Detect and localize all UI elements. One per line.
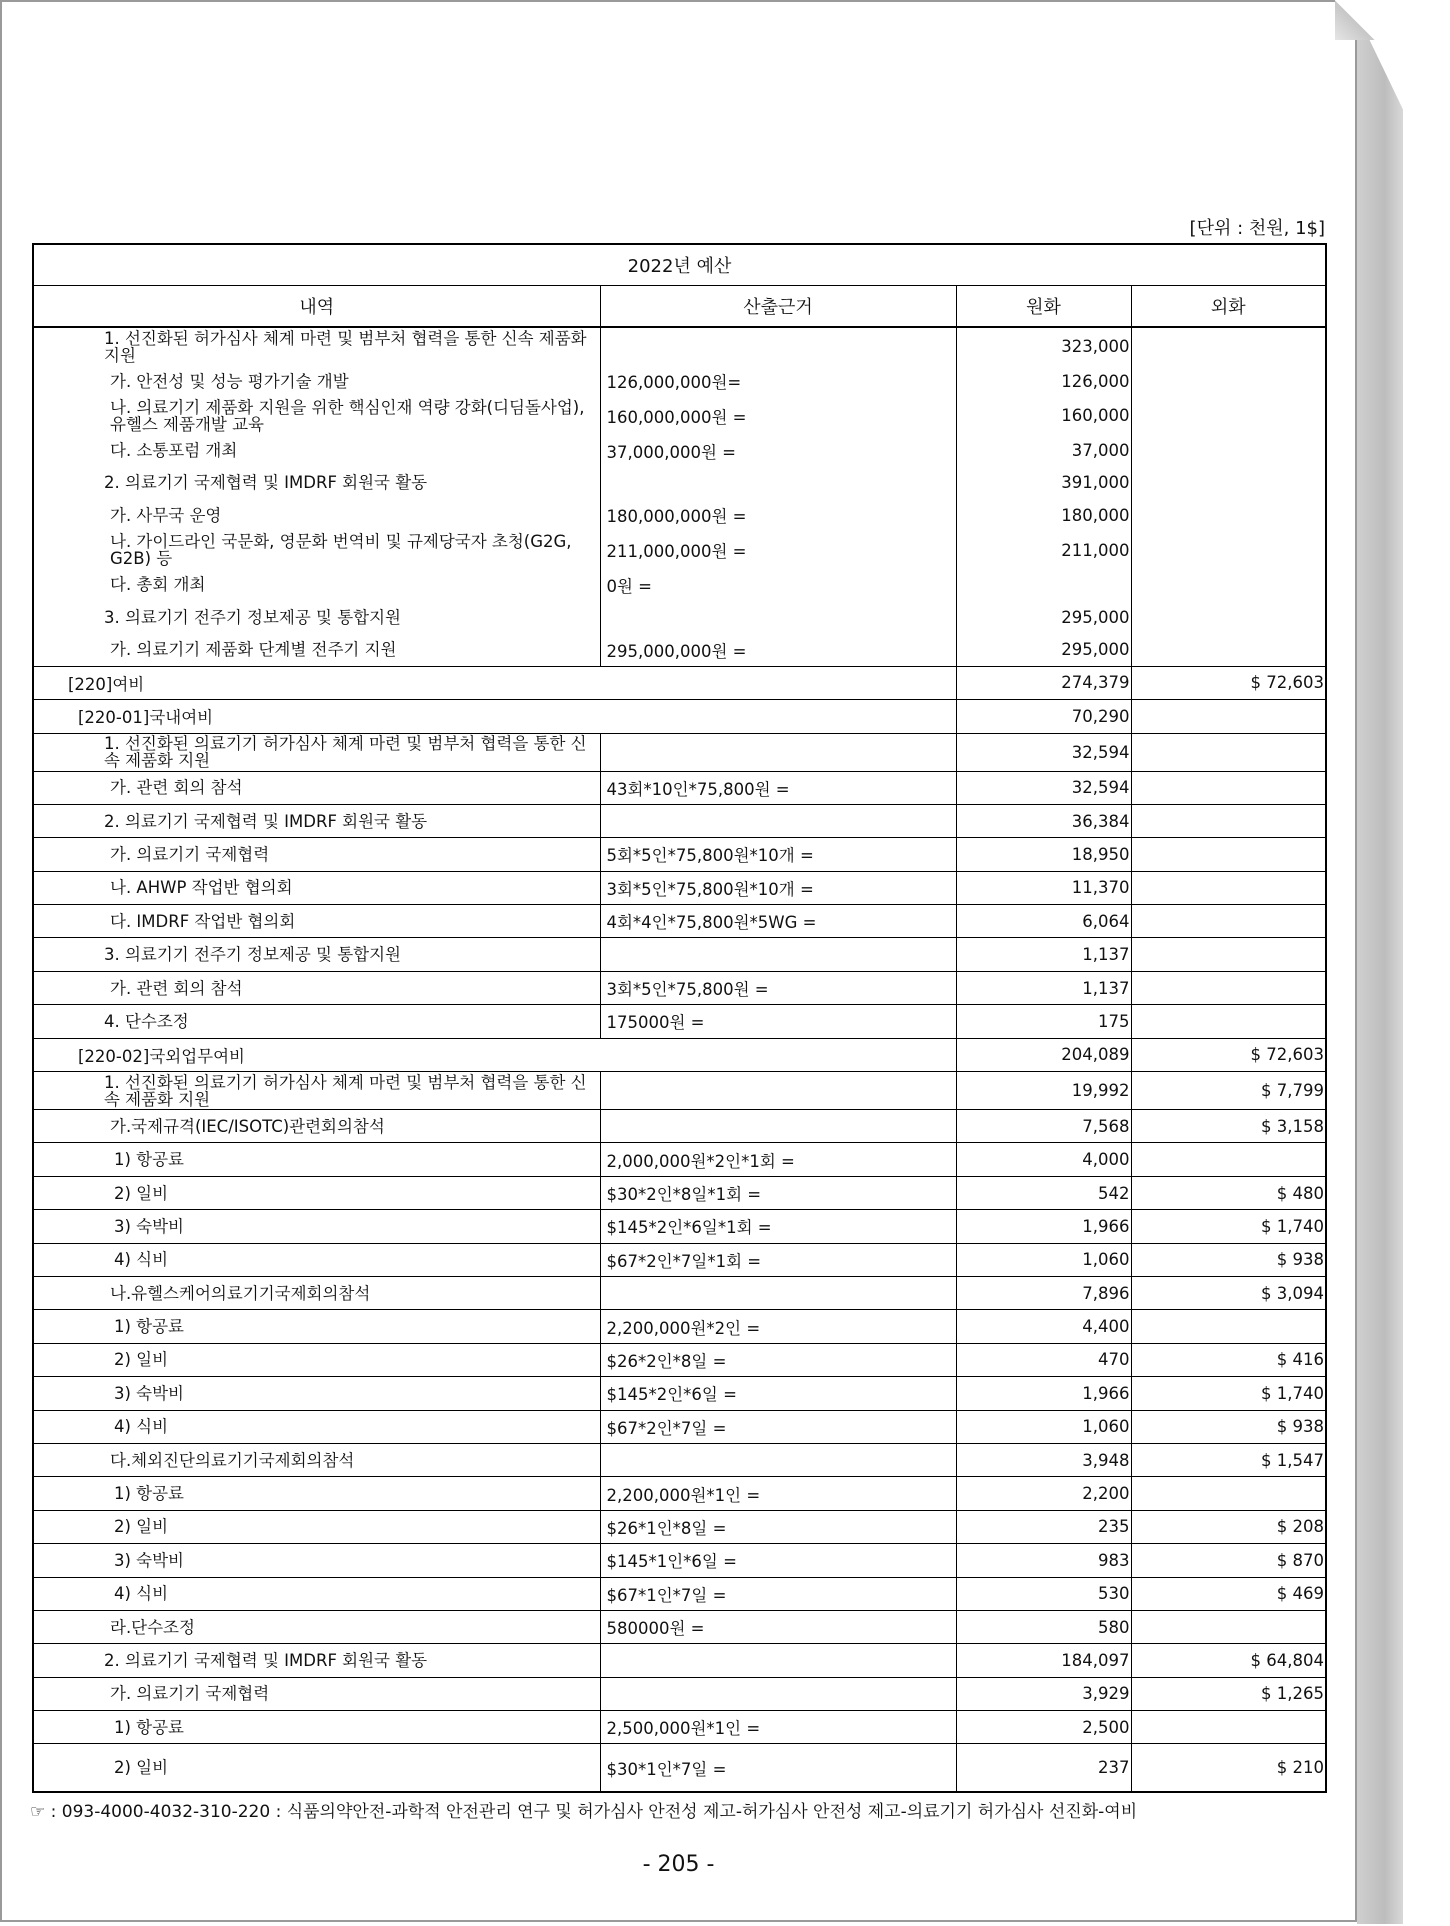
table-row [33, 327, 1326, 365]
row-foreign: $ 469 [1131, 1577, 1326, 1610]
row-basis: $67*2인*7일*1회 = [600, 1243, 956, 1276]
row-basis: 3회*5인*75,800원*10개 = [600, 871, 956, 904]
row-basis [600, 1072, 956, 1110]
header-basis: 산출근거 [600, 286, 956, 328]
row-basis: $145*1인*6일 = [600, 1544, 956, 1577]
row-description: 4) 식비 [33, 1243, 600, 1276]
row-krw [956, 569, 1131, 601]
row-foreign [1131, 601, 1326, 633]
table-row [33, 1610, 1326, 1643]
row-description: 2) 일비 [33, 1744, 600, 1793]
table-row [33, 1276, 1326, 1309]
row-basis: $26*2인*8일 = [600, 1343, 956, 1376]
row-basis: 2,500,000원*1인 = [600, 1711, 956, 1744]
row-basis [600, 1443, 956, 1476]
budget-table-body [33, 327, 1326, 1792]
row-description: 4) 식비 [33, 1410, 600, 1443]
table-row [33, 499, 1326, 531]
row-foreign [1131, 1143, 1326, 1176]
row-basis: 3회*5인*75,800원 = [600, 971, 956, 1004]
row-foreign [1131, 633, 1326, 666]
row-basis [600, 467, 956, 499]
row-foreign: $ 7,799 [1131, 1072, 1326, 1110]
row-krw: 180,000 [956, 499, 1131, 531]
row-description: 3) 숙박비 [33, 1544, 600, 1577]
row-description: 가. 의료기기 국제협력 [33, 1677, 600, 1710]
row-description: 라.단수조정 [33, 1610, 600, 1643]
row-description: 1) 항공료 [33, 1143, 600, 1176]
table-row [33, 397, 1326, 434]
row-basis: 160,000,000원 = [600, 397, 956, 434]
row-krw: 211,000 [956, 532, 1131, 569]
row-description: 가. 의료기기 국제협력 [33, 838, 600, 871]
row-krw: 4,400 [956, 1310, 1131, 1343]
row-krw: 1,966 [956, 1210, 1131, 1243]
table-row [33, 1310, 1326, 1343]
table-row [33, 365, 1326, 397]
row-description: 다.체외진단의료기기국제회의참석 [33, 1443, 600, 1476]
row-description: 2. 의료기기 국제협력 및 IMDRF 회원국 활동 [33, 804, 600, 837]
row-krw: 18,950 [956, 838, 1131, 871]
row-krw: 237 [956, 1744, 1131, 1793]
row-foreign: $ 3,094 [1131, 1276, 1326, 1309]
unit-label: [단위 : 천원, 1$] [1189, 218, 1325, 239]
row-description: 1) 항공료 [33, 1477, 600, 1510]
row-basis: 126,000,000원= [600, 365, 956, 397]
table-section-row [33, 700, 1326, 733]
row-krw: 295,000 [956, 601, 1131, 633]
row-foreign: $ 210 [1131, 1744, 1326, 1793]
row-krw: 7,568 [956, 1110, 1131, 1143]
row-foreign: $ 1,740 [1131, 1377, 1326, 1410]
table-row [33, 601, 1326, 633]
row-krw: 19,992 [956, 1072, 1131, 1110]
row-basis: 5회*5인*75,800원*10개 = [600, 838, 956, 871]
row-foreign [1131, 1477, 1326, 1510]
row-basis: 295,000,000원 = [600, 633, 956, 666]
table-row [33, 938, 1326, 971]
row-foreign [1131, 1711, 1326, 1744]
row-foreign [1131, 434, 1326, 466]
table-row [33, 1711, 1326, 1744]
row-krw: 542 [956, 1176, 1131, 1209]
table-row [33, 1210, 1326, 1243]
header-description: 내역 [33, 286, 600, 328]
row-basis [600, 938, 956, 971]
page-edge-shadow [1357, 14, 1403, 1924]
row-foreign [1131, 1005, 1326, 1038]
row-foreign [1131, 938, 1326, 971]
row-krw: 274,379 [956, 666, 1131, 699]
row-description: 3. 의료기기 전주기 정보제공 및 통합지원 [33, 601, 600, 633]
row-foreign [1131, 365, 1326, 397]
row-basis [600, 1677, 956, 1710]
table-row [33, 1110, 1326, 1143]
row-foreign [1131, 467, 1326, 499]
row-foreign [1131, 1310, 1326, 1343]
section-label: [220-01]국내여비 [33, 700, 956, 733]
row-krw: 323,000 [956, 327, 1131, 365]
row-foreign: $ 938 [1131, 1243, 1326, 1276]
row-basis: $26*1인*8일 = [600, 1510, 956, 1543]
row-foreign: $ 938 [1131, 1410, 1326, 1443]
table-row [33, 1443, 1326, 1476]
row-basis: 175000원 = [600, 1005, 956, 1038]
row-foreign [1131, 871, 1326, 904]
table-row [33, 1677, 1326, 1710]
row-description: 나. AHWP 작업반 협의회 [33, 871, 600, 904]
row-krw: 32,594 [956, 733, 1131, 771]
row-description: 3) 숙박비 [33, 1377, 600, 1410]
row-basis: $67*2인*7일 = [600, 1410, 956, 1443]
table-row [33, 1544, 1326, 1577]
row-foreign: $ 208 [1131, 1510, 1326, 1543]
row-description: 2) 일비 [33, 1343, 600, 1376]
row-basis: $67*1인*7일 = [600, 1577, 956, 1610]
row-basis [600, 327, 956, 365]
section-label: [220]여비 [33, 666, 956, 699]
row-foreign: $ 3,158 [1131, 1110, 1326, 1143]
row-krw: 7,896 [956, 1276, 1131, 1309]
row-description: 가.국제규격(IEC/ISOTC)관련회의참석 [33, 1110, 600, 1143]
row-krw: 6,064 [956, 905, 1131, 938]
row-basis: 2,200,000원*1인 = [600, 1477, 956, 1510]
row-krw: 204,089 [956, 1038, 1131, 1071]
row-krw: 580 [956, 1610, 1131, 1643]
row-description: 가. 관련 회의 참석 [33, 971, 600, 1004]
row-description: 4. 단수조정 [33, 1005, 600, 1038]
row-krw: 184,097 [956, 1644, 1131, 1677]
row-foreign [1131, 397, 1326, 434]
row-krw: 37,000 [956, 434, 1131, 466]
row-description: 2) 일비 [33, 1176, 600, 1209]
row-foreign [1131, 838, 1326, 871]
table-section-row [33, 1038, 1326, 1071]
row-foreign: $ 1,265 [1131, 1677, 1326, 1710]
row-krw: 1,060 [956, 1243, 1131, 1276]
table-row [33, 1343, 1326, 1376]
row-krw: 235 [956, 1510, 1131, 1543]
table-row [33, 1143, 1326, 1176]
table-row [33, 1410, 1326, 1443]
table-section-row [33, 666, 1326, 699]
row-description: 나.유헬스케어의료기기국제회의참석 [33, 1276, 600, 1309]
row-description: 다. 소통포럼 개최 [33, 434, 600, 466]
row-krw: 530 [956, 1577, 1131, 1610]
row-foreign: $ 1,547 [1131, 1443, 1326, 1476]
table-row [33, 434, 1326, 466]
table-row [33, 838, 1326, 871]
row-krw: 4,000 [956, 1143, 1131, 1176]
row-basis: 211,000,000원 = [600, 532, 956, 569]
table-row [33, 771, 1326, 804]
row-krw: 470 [956, 1343, 1131, 1376]
row-basis: $145*2인*6일*1회 = [600, 1210, 956, 1243]
row-foreign [1131, 569, 1326, 601]
row-krw: 160,000 [956, 397, 1131, 434]
row-foreign [1131, 804, 1326, 837]
row-basis [600, 601, 956, 633]
row-foreign [1131, 971, 1326, 1004]
table-row [33, 532, 1326, 569]
row-krw: 1,966 [956, 1377, 1131, 1410]
row-description: 3) 숙박비 [33, 1210, 600, 1243]
row-basis: 43회*10인*75,800원 = [600, 771, 956, 804]
account-code-footnote: ☞ : 093-4000-4032-310-220 : 식품의약안전-과학적 안전관리 연구 및 허가심사 안전성 제고-허가심사 안전성 제고-의료기기 허가심사 선진화-여비 [30, 1802, 1138, 1822]
row-foreign [1131, 1610, 1326, 1643]
row-foreign: $ 64,804 [1131, 1644, 1326, 1677]
row-foreign: $ 1,740 [1131, 1210, 1326, 1243]
table-row [33, 971, 1326, 1004]
row-description: 나. 가이드라인 국문화, 영문화 번역비 및 규제당국자 초청(G2G, G2B) 등 [33, 532, 600, 569]
row-krw: 2,500 [956, 1711, 1131, 1744]
table-row [33, 1005, 1326, 1038]
row-description: 4) 식비 [33, 1577, 600, 1610]
header-krw: 원화 [956, 286, 1131, 328]
budget-table [32, 243, 1327, 1793]
table-row [33, 1243, 1326, 1276]
table-row [33, 804, 1326, 837]
row-description: 가. 안전성 및 성능 평가기술 개발 [33, 365, 600, 397]
row-foreign [1131, 327, 1326, 365]
row-krw: 70,290 [956, 700, 1131, 733]
row-krw: 32,594 [956, 771, 1131, 804]
row-foreign [1131, 733, 1326, 771]
row-krw: 295,000 [956, 633, 1131, 666]
page-corner-fold [1335, 0, 1375, 40]
header-foreign: 외화 [1131, 286, 1326, 328]
row-description: 2. 의료기기 국제협력 및 IMDRF 회원국 활동 [33, 467, 600, 499]
row-description: 가. 관련 회의 참석 [33, 771, 600, 804]
table-row [33, 905, 1326, 938]
section-label: [220-02]국외업무여비 [33, 1038, 956, 1071]
row-krw: 11,370 [956, 871, 1131, 904]
row-description: 다. 총회 개최 [33, 569, 600, 601]
table-row [33, 1577, 1326, 1610]
row-krw: 1,137 [956, 971, 1131, 1004]
row-foreign: $ 480 [1131, 1176, 1326, 1209]
table-row [33, 733, 1326, 771]
row-krw: 126,000 [956, 365, 1131, 397]
table-title: 2022년 예산 [33, 244, 1326, 286]
table-row [33, 1744, 1326, 1793]
row-description: 1) 항공료 [33, 1310, 600, 1343]
row-description: 나. 의료기기 제품화 지원을 위한 핵심인재 역량 강화(디딤돌사업), 유헬스 제품개발 교육 [33, 397, 600, 434]
table-row [33, 467, 1326, 499]
row-basis [600, 804, 956, 837]
row-foreign: $ 72,603 [1131, 1038, 1326, 1071]
row-foreign [1131, 700, 1326, 733]
table-row [33, 569, 1326, 601]
row-description: 3. 의료기기 전주기 정보제공 및 통합지원 [33, 938, 600, 971]
row-krw: 983 [956, 1544, 1131, 1577]
row-krw: 1,137 [956, 938, 1131, 971]
row-basis [600, 1276, 956, 1309]
row-description: 2. 의료기기 국제협력 및 IMDRF 회원국 활동 [33, 1644, 600, 1677]
table-row [33, 633, 1326, 666]
row-basis: $30*1인*7일 = [600, 1744, 956, 1793]
row-basis: 4회*4인*75,800원*5WG = [600, 905, 956, 938]
row-basis: 37,000,000원 = [600, 434, 956, 466]
row-foreign [1131, 532, 1326, 569]
row-foreign: $ 416 [1131, 1343, 1326, 1376]
row-description: 다. IMDRF 작업반 협의회 [33, 905, 600, 938]
row-description: 1. 선진화된 의료기기 허가심사 체계 마련 및 범부처 협력을 통한 신속 제품화 지원 [33, 1072, 600, 1110]
row-basis: 0원 = [600, 569, 956, 601]
row-description: 가. 사무국 운영 [33, 499, 600, 531]
row-basis: 2,200,000원*2인 = [600, 1310, 956, 1343]
row-basis [600, 1644, 956, 1677]
row-description: 1) 항공료 [33, 1711, 600, 1744]
row-krw: 175 [956, 1005, 1131, 1038]
row-foreign: $ 72,603 [1131, 666, 1326, 699]
row-basis [600, 1110, 956, 1143]
row-basis: 2,000,000원*2인*1회 = [600, 1143, 956, 1176]
row-krw: 36,384 [956, 804, 1131, 837]
row-basis [600, 733, 956, 771]
table-row [33, 1510, 1326, 1543]
table-row [33, 1072, 1326, 1110]
row-description: 1. 선진화된 의료기기 허가심사 체계 마련 및 범부처 협력을 통한 신속 제품화 지원 [33, 733, 600, 771]
row-basis: $145*2인*6일 = [600, 1377, 956, 1410]
row-foreign [1131, 499, 1326, 531]
table-row [33, 871, 1326, 904]
row-foreign: $ 870 [1131, 1544, 1326, 1577]
row-description: 2) 일비 [33, 1510, 600, 1543]
row-krw: 1,060 [956, 1410, 1131, 1443]
row-basis: $30*2인*8일*1회 = [600, 1176, 956, 1209]
row-description: 1. 선진화된 허가심사 체계 마련 및 범부처 협력을 통한 신속 제품화 지원 [33, 327, 600, 365]
table-row [33, 1377, 1326, 1410]
row-foreign [1131, 905, 1326, 938]
row-krw: 3,929 [956, 1677, 1131, 1710]
page-number: - 205 - [642, 1852, 715, 1877]
row-foreign [1131, 771, 1326, 804]
table-row [33, 1644, 1326, 1677]
row-basis: 580000원 = [600, 1610, 956, 1643]
table-row [33, 1176, 1326, 1209]
table-row [33, 1477, 1326, 1510]
row-krw: 391,000 [956, 467, 1131, 499]
row-description: 가. 의료기기 제품화 단계별 전주기 지원 [33, 633, 600, 666]
row-basis: 180,000,000원 = [600, 499, 956, 531]
row-krw: 3,948 [956, 1443, 1131, 1476]
row-krw: 2,200 [956, 1477, 1131, 1510]
